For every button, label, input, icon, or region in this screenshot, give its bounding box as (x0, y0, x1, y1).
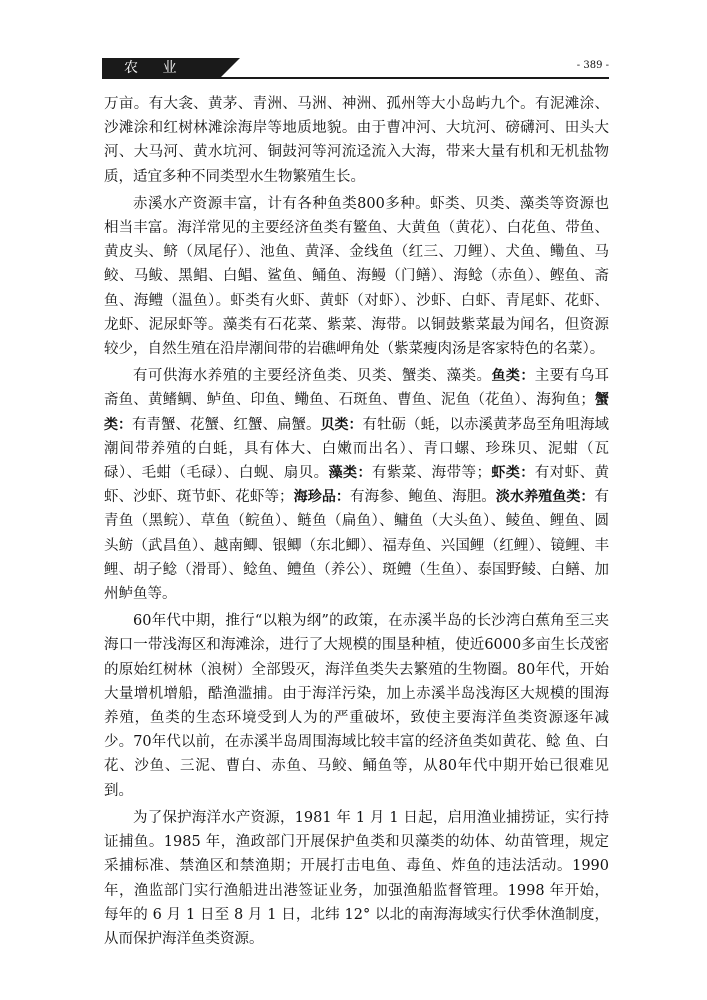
page-body (104, 92, 609, 954)
aquaculture-intro: 有可供海水养殖的主要经济鱼类、贝类、蟹类、藻类。 (133, 368, 492, 385)
section-title: 农 业 (102, 58, 220, 78)
shellfish-text: 有牡砺（蚝，以赤溪黄茅岛至角咀海域潮间带养殖的白蚝，具有体大、白嫩而出名）、青口螺、珍珠贝、泥蚶（瓦碌）、毛蚶（毛碌）、白蚬、扇贝。 (104, 416, 609, 482)
crab-text: 有青蟹、花蟹、红蟹、扁蟹。 (132, 416, 321, 433)
freshwater-fish-label: 淡水养殖鱼类： (495, 489, 595, 506)
shellfish-label: 贝类： (320, 416, 363, 433)
paragraph-5: 为了保护海洋水产资源，1981 年 1 月 1 日起，启用渔业捕捞证，实行持证捕鱼。1985 年，渔政部门开展保护鱼类和贝藻类的幼体、幼苗管理，规定采捕标准、禁渔区和禁渔期；开展打击电鱼、毒鱼、炸鱼的违法活动。1990 年，渔监部门实行渔船进出港签证业务，加强渔船监督管理。1998 年开始，每年的 6 月 1 日至 8 月 1 日，北纬 12° 以北的南海海域实行伏季休渔制度，从而保护海洋鱼类资源。 (104, 809, 609, 947)
header-rule (102, 77, 609, 79)
freshwater-fish-text: 有青鱼（黑鲩）、草鱼（鲩鱼）、鲢鱼（扁鱼）、鳙鱼（大头鱼）、鲮鱼、鲤鱼、圆头鲂（武昌鱼）、越南鲫、银鲫（东北鲫）、福寿鱼、兴国鲤（红鲤）、镜鲤、丰鲤、胡子鲶（滑哥）、鲶鱼、鳢鱼（养公）、斑鳢（生鱼）、泰国野鲮、白鳝、加州鲈鱼等。 (104, 489, 610, 603)
paragraph-2: 赤溪水产资源丰富，计有各种鱼类800多种。虾类、贝类、藻类等资源也相当丰富。海洋常见的主要经济鱼类有鳘鱼、大黄鱼（黄花）、白花鱼、带鱼、黄皮头、鲚（凤尾仔）、池鱼、黄泽、金线鱼（红三、刀鲤）、犬鱼、鳓鱼、马鲛、马鲅、黑鲳、白鲳、鲨鱼、鲬鱼、海鳗（门鳝）、海鲶（赤鱼）、鲣鱼、斋鱼、海鳢（温鱼）。虾类有火虾、黄虾（对虾）、沙虾、白虾、青尾虾、花虾、龙虾、泥尿虾等。藻类有石花菜、紫菜、海带。以铜鼓紫菜最为闻名，但资源较少，自然生殖在沿岸潮间带的岩礁岬角处（紫菜瘦肉汤是客家特色的名菜）。 (104, 195, 609, 358)
page-number: - 389 - (576, 60, 609, 71)
paragraph-3 (104, 364, 609, 606)
paragraph-1: 万亩。有大衾、黄茅、青洲、马洲、神洲、孤州等大小岛屿九个。有泥滩涂、沙滩涂和红树林滩涂海岸等地质地貌。由于曹冲河、大坑河、磅礴河、田头大河、大马河、黄水坑河、铜鼓河等河流迳流入大海，带来大量有机和无机盐物质，适宜多种不同类型水生物繁殖生长。 (104, 96, 609, 185)
fish-text: 主要有乌耳斋鱼、黄鳍鲷、鲈鱼、印鱼、鳓鱼、石斑鱼、曹鱼、泥鱼（花鱼）、海狗鱼； (104, 368, 610, 409)
shrimp-label: 虾类： (490, 465, 535, 482)
header-slant-decoration (220, 58, 240, 78)
crab-label: 蟹类： (104, 392, 609, 433)
paragraph-4: 60年代中期，推行“以粮为纲”的政策，在赤溪半岛的长沙湾白蕉角至三夹海口一带浅海区和海滩涂，进行了大规模的围垦种植，使近6000多亩生长茂密的原始红树林（浪树）全部毁灭，海洋鱼类失去繁殖的生物圈。80年代，开始大量增机增船，酷渔滥捕。由于海洋污染，加上赤溪半岛浅海区大规模的围海养殖，鱼类的生态环境受到人为的严重破坏，致使主要海洋鱼类资源逐年减少。70年代以前，在赤溪半岛周围海域比较丰富的经济鱼类如黄花、鲶 鱼、白花、沙鱼、三泥、曹白、赤鱼、马鲛、鲬鱼等，从80年代中期开始已很难见到。 (104, 613, 609, 799)
algae-text: 有紫菜、海带等； (371, 465, 491, 482)
seafood-treasure-label: 海珍品： (293, 489, 351, 506)
shrimp-text: 有对虾、黄虾、沙虾、斑节虾、花虾等； (104, 465, 610, 506)
fish-label: 鱼类： (491, 368, 535, 385)
seafood-treasure-text: 有海参、鲍鱼、海胆。 (350, 489, 496, 506)
page-header (102, 58, 609, 80)
algae-label: 藻类： (328, 465, 372, 482)
